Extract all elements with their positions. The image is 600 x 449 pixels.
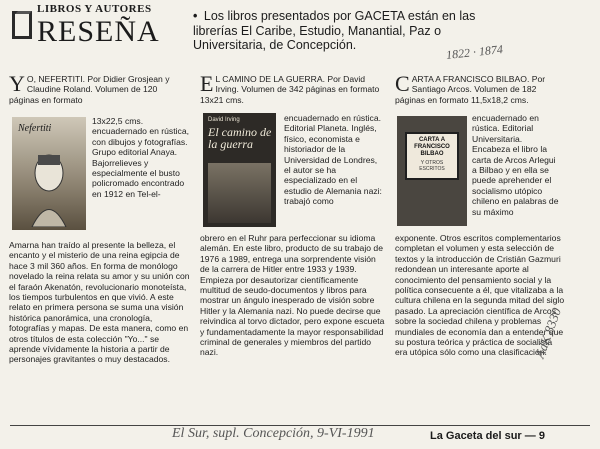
article-2-body: obrero en el Ruhr para perfeccionar su idioma alemán. En este libro, producto de su trabajo de 1976 a 1989, entrega una sorprendente visión de la carrera de Hitler entre 1933 y 1939. Empieza por desautorizar científicamente multitud de seudo-documentos y libros para mostrar un ángulo inesperado de visión sobre Hitler y la Alemania nazi. No puede decirse que reivindica al torvo dictador, pero expone escueta y fundamentadamente la mayor responsabilidad criminal de generales y miembros del partido nazi. [200,233,385,358]
cover-title: El camino de la guerra [208,125,272,151]
cover-illustration [22,147,76,227]
handwritten-margin-code: AdK 8330 [532,305,565,361]
article-2-side: encuadernado en rústica. Editorial Planeta. Inglés, físico, economista e historiador de la Universidad de Londres, el autor se ha especializado en el estudio de Alemania nazi: trabajó como [284,113,382,207]
cover-subtitle: Y OTROS ESCRITOS [419,160,445,172]
article-1-side: 13x22,5 cms. encuadernado en rústica, con dibujos y fotografías. Grupo editorial Anaya. Bajorrelieves y especialmente el busto policromado encontrado en 1912 en Tel-el- [92,116,189,199]
header-note-text: Los libros presentados por GACETA están en las librerías El Caribe, Estudio, Manantial, Paz o Universitaria, de Concepción. [193,9,476,52]
cover-label [405,132,459,180]
dropcap: Y [9,71,25,96]
handwritten-dates: 1822 · 1874 [445,42,504,62]
cover-author: David Irving [208,117,240,123]
article-3-intro [395,71,555,105]
article-2-intro [200,71,385,105]
cover-title: Nefertiti [18,123,52,134]
page-footer: La Gaceta del sur — 9 [430,430,545,442]
section-kicker: LIBROS Y AUTORES [37,3,152,15]
cover-photo [208,163,271,223]
cover-title: CARTA A FRANCISCO BILBAO [414,137,450,157]
article-1-intro [9,71,189,105]
article-1-body: Amarna han traído al presente la belleza, el encanto y el misterio de una reina egipcia de hace 3 mil 360 años. En forma de monólogo novelado la reina relata su amor y su unión con el faraón Akenatón, revolucionario monoteísta, los tiempos turbulentos en que vivió. A este relato en primera persona se suma una visión histórica panorámica, una cronología, fotografías y mapas. De esta manera, como en otros títulos de esta colección "Yo..." se aprende vívidamente la historia a partir de personajes gravitantes o muy destacados. [9,240,190,365]
dropcap: E [200,71,214,96]
bullet: • [193,9,198,23]
handwritten-source-note: El Sur, supl. Concepción, 9-VI-1991 [172,426,375,441]
article-3-side: encuadernado en rústica. Editorial Universitaria. Encabeza el libro la carta de Arcos Arlegui a Bilbao y en ella se puede aprehender el socialismo utópico chileno en palabras de su máximo [472,113,559,217]
section-title: RESEÑA [37,15,160,48]
book-cover-camino-guerra [203,113,276,227]
book-icon [10,8,36,42]
book-cover-nefertiti [12,117,86,230]
article-intro-text: ARTA A FRANCISCO BILBAO. Por Santiago Arcos. Volumen de 182 páginas en formato 11,5x18,2 cms. [395,74,546,105]
article-3-body: exponente. Otros escritos complementarios completan el volumen y esta selección de textos y la introducción de Cristián Gazmuri redondean un interesante aporte al conocimiento del pensamiento social y la política consecuente a él, que vitalizaba a la cultura chilena en la segunda mitad del siglo pasado. La apreciación científica de Arcos sobre la sociedad chilena y problemas mundiales de economía dan a entender que su postura teórica y práctica de socialista era utópica sólo como una clasificación. [395,233,565,358]
dropcap: C [395,71,410,96]
article-intro-text: O, NEFERTITI. Por Didier Grosjean y Claudine Roland. Volumen de 120 páginas en formato [9,74,170,105]
book-cover-carta-bilbao [397,116,467,226]
article-intro-text: L CAMINO DE LA GUERRA. Por David Irving. Volumen de 342 páginas en formato 13x21 cms. [200,74,380,105]
